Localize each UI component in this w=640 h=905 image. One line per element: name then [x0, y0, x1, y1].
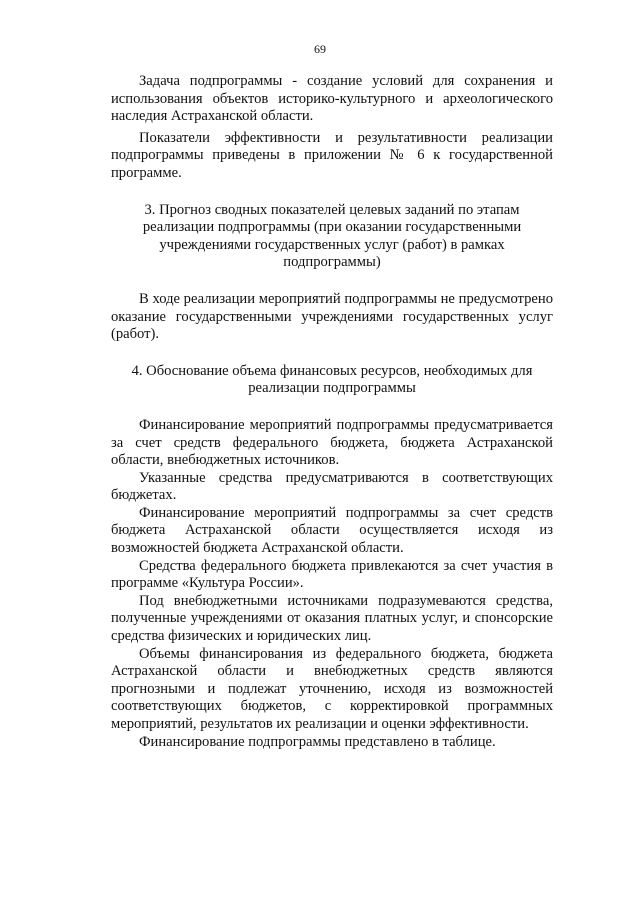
paragraph-extrabudgetary-sources: Под внебюджетными источниками подразумеваются средства, полученные учреждениями от оказания платных услуг, и спонсорские средства физических и юридических лиц. [111, 592, 553, 645]
paragraph-financing-sources: Финансирование мероприятий подпрограммы предусматривается за счет средств федерального бюджета, бюджета Астраханской области, внебюджетных источников. [111, 416, 553, 469]
paragraph-no-state-services: В ходе реализации мероприятий подпрограммы не предусмотрено оказание государственными учреждениями государственных услуг (работ). [111, 290, 553, 343]
section-heading-4: 4. Обоснование объема финансовых ресурсов, необходимых для реализации подпрограммы [131, 362, 533, 397]
paragraph-financing-table-reference: Финансирование подпрограммы представлено в таблице. [139, 733, 496, 750]
paragraph-performance-indicators: Показатели эффективности и результативности реализации подпрограммы приведены в приложении № 6 к государственной программе. [111, 129, 553, 181]
paragraph-forecast-volumes: Объемы финансирования из федерального бюджета, бюджета Астраханской области и внебюджетных средств являются прогнозными и подлежат уточнению, исходя из возможностей соответствующих бюджетов, с корректировкой программных мероприятий, результатов их реализации и оценки эффективности. [111, 645, 553, 732]
section-heading-3: 3. Прогноз сводных показателей целевых заданий по этапам реализации подпрограммы (при оказании государственными учреждениями государственных услуг (работ) в рамках подпрограммы) [142, 201, 522, 271]
paragraph-federal-budget: Средства федерального бюджета привлекаются за счет участия в программе «Культура России». [111, 557, 553, 592]
page-number: 69 [314, 42, 326, 56]
paragraph-regional-budget: Финансирование мероприятий подпрограммы за счет средств бюджета Астраханской области осуществляется исходя из возможностей бюджета Астраханской области. [111, 504, 553, 557]
paragraph-funds-in-budgets: Указанные средства предусматриваются в соответствующих бюджетах. [111, 469, 553, 504]
paragraph-subprogram-task: Задача подпрограммы - создание условий для сохранения и использования объектов историко-культурного и археологического наследия Астраханской области. [111, 73, 553, 125]
page-content [111, 73, 553, 751]
